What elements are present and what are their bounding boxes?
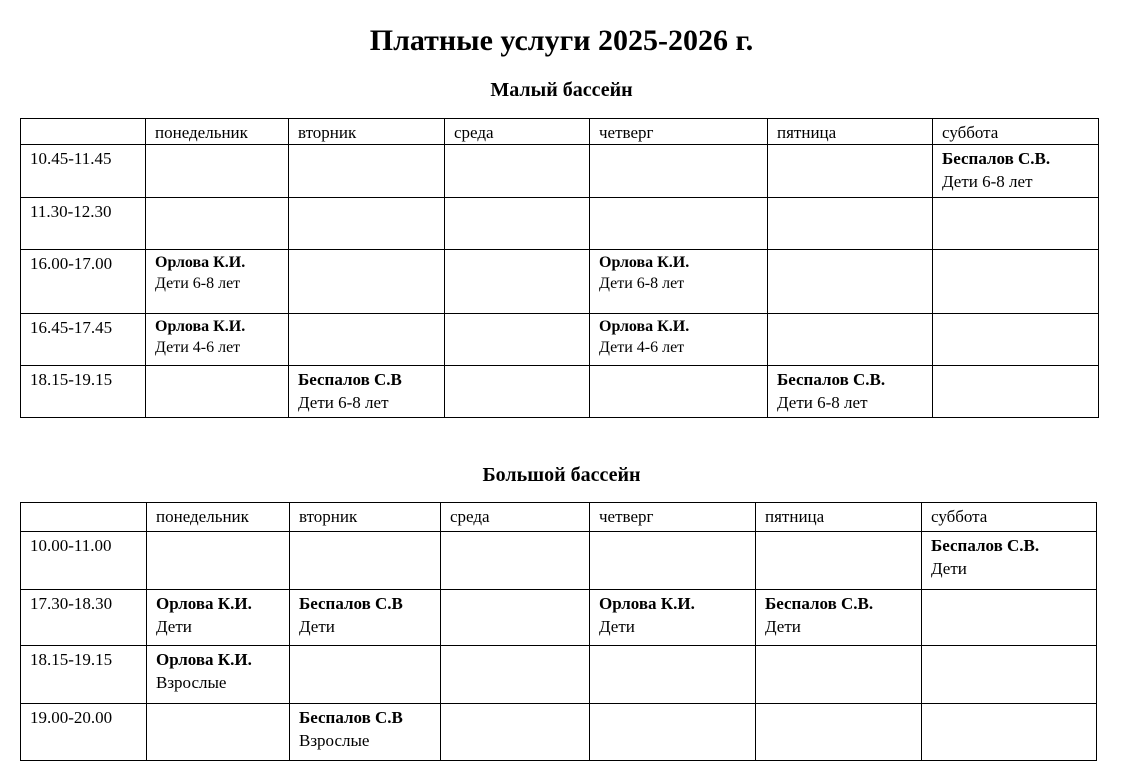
schedule-cell (289, 145, 445, 198)
schedule-cell (146, 198, 289, 250)
schedule-row (21, 590, 1097, 646)
instructor-name: Орлова К.И. (599, 254, 690, 271)
time-slot-cell: 18.15-19.15 (21, 366, 146, 418)
schedule-cell (922, 646, 1097, 704)
day-header: суббота (922, 503, 1097, 532)
header-corner-cell (21, 503, 147, 532)
group-label: Дети 6-8 лет (777, 393, 868, 412)
schedule-cell (290, 590, 441, 646)
day-header: среда (445, 119, 590, 145)
schedule-cell (756, 532, 922, 590)
schedule-cell (445, 314, 590, 366)
schedule-cell (445, 198, 590, 250)
schedule-cell (590, 250, 768, 314)
schedule-cell (147, 704, 290, 761)
day-header: суббота (933, 119, 1099, 145)
schedule-cell (922, 532, 1097, 590)
small-pool-schedule-table (20, 118, 1099, 418)
schedule-cell (441, 646, 590, 704)
schedule-cell (290, 532, 441, 590)
schedule-cell (768, 250, 933, 314)
large-pool-title: Большой бассейн (482, 464, 641, 486)
schedule-cell (756, 704, 922, 761)
instructor-name: Беспалов С.В (299, 708, 403, 727)
day-header: четверг (590, 119, 768, 145)
time-slot-cell: 17.30-18.30 (21, 590, 147, 646)
large-pool-schedule-table (20, 502, 1097, 761)
day-header: вторник (289, 119, 445, 145)
day-header: среда (441, 503, 590, 532)
schedule-cell (933, 314, 1099, 366)
instructor-name: Орлова К.И. (599, 594, 695, 613)
schedule-cell (445, 366, 590, 418)
schedule-cell (290, 646, 441, 704)
instructor-name: Беспалов С.В. (765, 594, 874, 613)
schedule-cell (933, 145, 1099, 198)
instructor-name: Беспалов С.В (299, 594, 403, 613)
schedule-cell (289, 314, 445, 366)
group-label: Дети 6-8 лет (942, 172, 1033, 191)
group-label: Дети 6-8 лет (599, 275, 685, 292)
group-label: Дети 4-6 лет (599, 339, 685, 356)
group-label: Дети 4-6 лет (155, 339, 241, 356)
schedule-cell (590, 532, 756, 590)
day-header: вторник (290, 503, 441, 532)
time-slot-cell: 10.45-11.45 (21, 145, 146, 198)
group-label: Дети (931, 559, 967, 578)
schedule-row (21, 532, 1097, 590)
schedule-cell (768, 366, 933, 418)
schedule-row (21, 198, 1099, 250)
schedule-cell (922, 704, 1097, 761)
schedule-cell (441, 704, 590, 761)
schedule-cell (933, 250, 1099, 314)
group-label: Дети 6-8 лет (155, 275, 241, 292)
schedule-cell (590, 704, 756, 761)
small-pool-title: Малый бассейн (490, 79, 633, 101)
schedule-cell (768, 145, 933, 198)
schedule-cell (590, 366, 768, 418)
instructor-name: Орлова К.И. (156, 650, 252, 669)
schedule-cell (756, 590, 922, 646)
instructor-name: Беспалов С.В (298, 370, 402, 389)
instructor-name: Беспалов С.В. (942, 149, 1051, 168)
instructor-name: Беспалов С.В. (777, 370, 886, 389)
schedule-cell (445, 250, 590, 314)
day-header: пятница (768, 119, 933, 145)
schedule-cell (146, 145, 289, 198)
header-corner-cell (21, 119, 146, 145)
time-slot-cell: 16.00-17.00 (21, 250, 146, 314)
schedule-row (21, 250, 1099, 314)
header-row (21, 119, 1099, 145)
instructor-name: Беспалов С.В. (931, 536, 1040, 555)
schedule-cell (590, 145, 768, 198)
schedule-cell (147, 590, 290, 646)
schedule-cell (922, 590, 1097, 646)
schedule-cell (445, 145, 590, 198)
schedule-row (21, 314, 1099, 366)
schedule-cell (147, 532, 290, 590)
schedule-cell (146, 366, 289, 418)
header-row (21, 503, 1097, 532)
schedule-cell (146, 250, 289, 314)
schedule-cell (590, 314, 768, 366)
time-slot-cell: 19.00-20.00 (21, 704, 147, 761)
schedule-cell (289, 366, 445, 418)
schedule-cell (441, 532, 590, 590)
instructor-name: Орлова К.И. (155, 318, 246, 335)
instructor-name: Орлова К.И. (156, 594, 252, 613)
group-label: Дети 6-8 лет (298, 393, 389, 412)
group-label: Дети (299, 617, 335, 636)
schedule-row (21, 145, 1099, 198)
day-header: понедельник (147, 503, 290, 532)
schedule-row (21, 366, 1099, 418)
time-slot-cell: 16.45-17.45 (21, 314, 146, 366)
instructor-name: Орлова К.И. (155, 254, 246, 271)
time-slot-cell: 11.30-12.30 (21, 198, 146, 250)
schedule-row (21, 704, 1097, 761)
group-label: Взрослые (299, 731, 370, 750)
group-label: Взрослые (156, 673, 227, 692)
schedule-cell (590, 198, 768, 250)
schedule-cell (768, 314, 933, 366)
time-slot-cell: 10.00-11.00 (21, 532, 147, 590)
group-label: Дети (156, 617, 192, 636)
day-header: четверг (590, 503, 756, 532)
schedule-cell (590, 646, 756, 704)
schedule-cell (933, 366, 1099, 418)
group-label: Дети (765, 617, 801, 636)
day-header: пятница (756, 503, 922, 532)
schedule-cell (289, 198, 445, 250)
page-title: Платные услуги 2025-2026 г. (369, 24, 754, 57)
schedule-cell (146, 314, 289, 366)
day-header: понедельник (146, 119, 289, 145)
time-slot-cell: 18.15-19.15 (21, 646, 147, 704)
schedule-cell (756, 646, 922, 704)
schedule-cell (289, 250, 445, 314)
schedule-cell (590, 590, 756, 646)
group-label: Дети (599, 617, 635, 636)
schedule-cell (933, 198, 1099, 250)
schedule-cell (147, 646, 290, 704)
schedule-cell (768, 198, 933, 250)
schedule-row (21, 646, 1097, 704)
instructor-name: Орлова К.И. (599, 318, 690, 335)
schedule-cell (290, 704, 441, 761)
schedule-cell (441, 590, 590, 646)
